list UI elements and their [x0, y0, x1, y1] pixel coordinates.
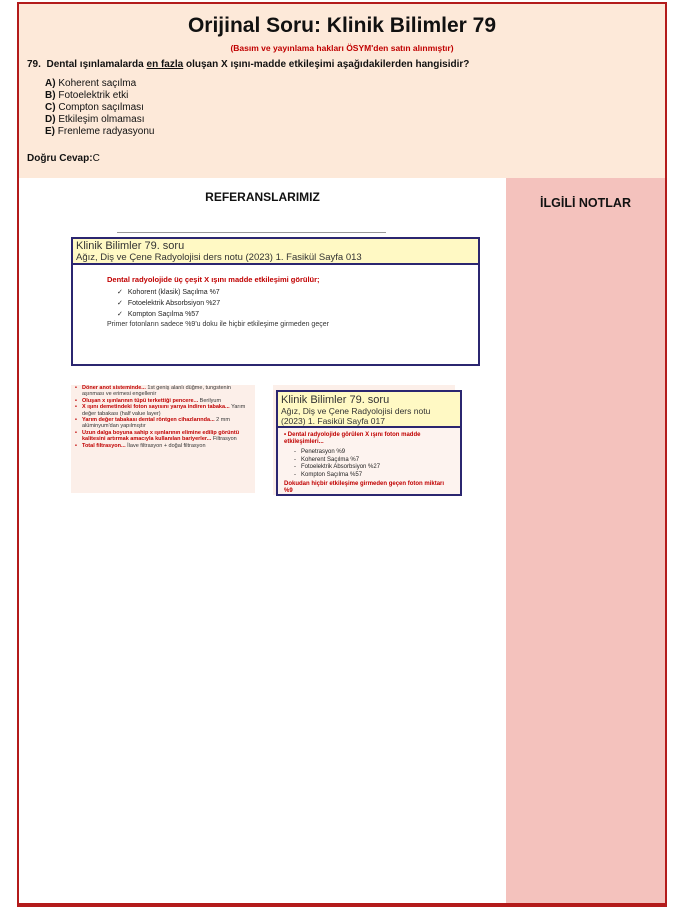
list-item: ✓ Fotoelektrik Absorbsiyon %27	[117, 298, 220, 309]
question-emphasis: en fazla	[146, 59, 184, 70]
page-title: Orijinal Soru: Klinik Bilimler 79	[187, 14, 497, 37]
question-text-after: oluşan X ışını-madde etkileşimi aşağıdakilerden hangisidir?	[185, 59, 470, 70]
fragment-desc: 2 mm alüminyum'dan yapılmıştır	[82, 417, 230, 430]
option-letter: A)	[45, 78, 56, 89]
question-text-before: Dental ışınlamalarda	[46, 59, 144, 70]
notes-title: İLGİLİ NOTLAR	[540, 196, 631, 210]
fragment-list	[71, 385, 255, 449]
list-item: - Penetrasyon %9	[294, 449, 380, 457]
list-item	[75, 443, 251, 449]
reference-heading: • Dental radyolojide görülen X ışını foton madde etkileşimleri...	[284, 432, 421, 445]
list-item	[75, 417, 251, 430]
fragment-desc: 1st geniş alanlı düğme, tungstenin aşınması ve erimesi engellenir	[82, 385, 231, 398]
reference-caption-source: Ağız, Diş ve Çene Radyolojisi ders notu (2023) 1. Fasikül Sayfa 013	[76, 252, 362, 263]
list-item: ✓ Kohorent (klasik) Saçılma %7	[117, 287, 220, 298]
reference-caption	[278, 392, 460, 428]
reference-list	[117, 287, 220, 320]
fragment-desc: Berilyum	[198, 397, 222, 404]
reference-caption-title: Klinik Bilimler 79. soru	[76, 240, 185, 252]
reference-list	[294, 449, 380, 479]
fragment-term: Uzun dalga boyuna sahip x ışınlarının elimine edilip görüntü kalitesini artırmak amacıyla kullanılan bariyerler...	[82, 429, 240, 443]
answer-value: C	[92, 153, 100, 164]
option-letter: B)	[45, 90, 56, 101]
fragment-desc: Yarım değer tabakası (half value layer)	[82, 404, 246, 417]
reference-fragment-left	[71, 385, 255, 493]
option-letter: D)	[45, 114, 56, 125]
list-item: - Fotoelektrik Absorbsiyon %27	[294, 464, 380, 472]
list-item: - Kompton Saçılma %57	[294, 472, 380, 480]
reference-footer: Primer fotonların sadece %9'u doku ile hiçbir etkileşime girmeden geçer	[107, 321, 329, 328]
option-text: Compton saçılması	[58, 102, 144, 113]
notes-column	[506, 178, 665, 907]
list-item	[75, 385, 251, 398]
fragment-desc: Filtrasyon	[211, 436, 237, 443]
option-text: Koherent saçılma	[58, 78, 137, 89]
option-b	[45, 90, 155, 102]
reference-heading: Dental radyolojide üç çeşit X ışını madde etkileşimi görülür;	[107, 275, 320, 284]
fragment-term: Oluşan x ışınlarının tüpü terkettiği pencere...	[82, 397, 199, 404]
fragment-term: Total filtrasyon...	[82, 442, 126, 449]
option-d	[45, 114, 155, 126]
option-e	[45, 126, 155, 138]
option-a	[45, 78, 155, 90]
copyright-notice: (Basım ve yayınlama hakları ÖSYM'den satın alınmıştır)	[230, 43, 454, 53]
option-letter: E)	[45, 126, 55, 137]
option-text: Frenleme radyasyonu	[57, 126, 155, 137]
list-item	[75, 430, 251, 443]
answer-options	[45, 78, 155, 138]
question-number: 79.	[27, 59, 41, 70]
option-c	[45, 102, 155, 114]
reference-card-1	[71, 237, 480, 366]
fragment-term: Döner anot sisteminde...	[82, 385, 146, 391]
question-text	[27, 59, 657, 70]
reference-caption-source: Ağız, Diş ve Çene Radyolojisi ders notu (2023) 1. Fasikül Sayfa 017	[281, 406, 431, 426]
reference-card-2	[276, 390, 462, 496]
fragment-desc: İlave filtrasyon + doğal filtrasyon	[125, 442, 206, 449]
fragment-term: X ışını demetindeki foton sayısını yarıya indiren tabaka...	[82, 404, 230, 411]
option-letter: C)	[45, 102, 56, 113]
references-title: REFERANSLARIMIZ	[205, 190, 320, 204]
answer-label: Doğru Cevap:	[27, 153, 93, 164]
fragment-term: Yarım değer tabakası dental röntgen cihazlarında...	[82, 417, 215, 424]
reference-footer: Dokudan hiçbir etkileşime girmeden geçen foton miktarı %9	[284, 481, 445, 494]
option-text: Etkileşim olmaması	[58, 114, 145, 125]
reference-caption	[73, 239, 478, 265]
question-header	[19, 4, 665, 178]
references-divider	[117, 232, 386, 233]
page-frame	[17, 2, 667, 907]
option-text: Fotoelektrik etki	[58, 90, 129, 101]
correct-answer	[27, 153, 100, 164]
list-item: - Koherent Saçılma %7	[294, 457, 380, 465]
list-item	[75, 404, 251, 417]
list-item: ✓ Kompton Saçılma %57	[117, 309, 220, 320]
reference-caption-title: Klinik Bilimler 79. soru	[281, 394, 390, 406]
